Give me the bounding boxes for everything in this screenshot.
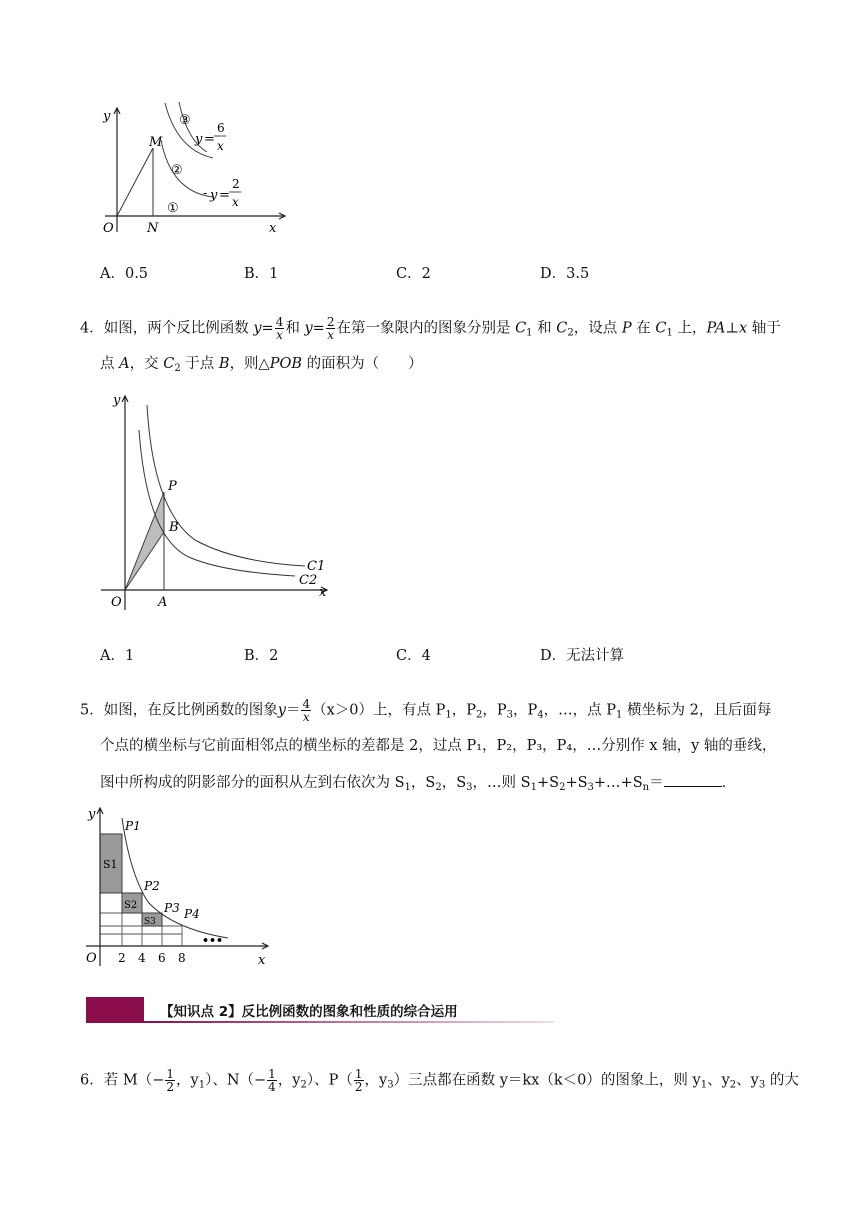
q4-option-c: C．4 — [396, 648, 431, 664]
q5-ellipsis: ••• — [202, 934, 224, 947]
q5-x-label: x — [258, 953, 266, 968]
q5-line2: 个点的横坐标与它前面相邻点的横坐标的差都是 2，过点 P₁，P₂，P₃，P₄，…分别作 x 轴，y 轴的垂线， — [100, 738, 777, 754]
q3-region-3: ③ — [179, 113, 191, 128]
section-title: 【知识点 2】反比例函数的图象和性质的综合运用 — [160, 1004, 458, 1020]
q4-number: 4． — [80, 320, 104, 337]
q3-figure — [95, 100, 295, 240]
q3-option-b: B．1 — [244, 266, 279, 282]
q4-option-a: A．1 — [100, 648, 135, 664]
q3-option-d: D．3.5 — [540, 266, 590, 282]
svg-text:x: x — [217, 139, 224, 153]
banner-accent-block — [86, 997, 144, 1023]
q3-curve-2-label — [203, 177, 241, 209]
q4-line1: 4．如图，两个反比例函数 y= $\frac{4}{x}$ 和 y= $\frac{2}{x}$ 在第一象限内的图象分别是 $C_1$ 和 $C_2$，设点 P 在 $C_1$ 上，PA⊥x 轴于 — [80, 315, 781, 342]
q4-point-p: P — [168, 479, 177, 494]
q5-line3: 图中所构成的阴影部分的面积从左到右依次为 $S_1$，$S_2$，$S_3$，…则 $S_1+S_2+S_3+\dots+S_n=$ ． — [100, 772, 736, 798]
q5-figure — [78, 804, 278, 972]
q5-line1: 5．如图，在反比例函数的图象y＝ $\frac{4}{x}$ （x＞0）上，有点 $P_1$，$P_2$，$P_3$，$P_4$，…，点 $P_1$ 横坐标为 2，且后面每 — [80, 697, 772, 724]
q5-number: 5． — [80, 702, 104, 719]
q5-label-p1: P1 — [125, 819, 141, 833]
svg-text:y: y — [210, 188, 218, 203]
q5-tick-4: 4 — [138, 951, 146, 965]
q3-region-2: ② — [171, 163, 183, 178]
q5-label-p3: P3 — [164, 901, 180, 915]
q5-tick-8: 8 — [178, 951, 186, 965]
q4-point-b: B — [169, 520, 179, 535]
q3-origin: O — [103, 221, 114, 236]
q3-y-label: y — [103, 109, 111, 124]
q6-number: 6． — [80, 1072, 104, 1089]
q4-option-d: D．无法计算 — [540, 648, 625, 664]
q4-figure — [95, 390, 340, 615]
banner-underline — [144, 1021, 554, 1023]
q3-option-a: A．0.5 — [100, 266, 149, 282]
q5-label-p2: P2 — [144, 879, 160, 893]
svg-text:x: x — [232, 195, 239, 209]
q5-tick-2: 2 — [118, 951, 126, 965]
section-banner — [86, 997, 466, 1023]
q5-label-p4: P4 — [184, 907, 200, 921]
q4-line2: 点 A，交 $C_2$ 于点 B，则△POB 的面积为（ ） — [100, 356, 423, 374]
svg-text:6: 6 — [217, 121, 225, 135]
svg-text:=: = — [219, 188, 230, 203]
q3-region-1: ① — [167, 201, 179, 216]
q5-y-label: y — [88, 807, 96, 822]
q5-label-s2: S2 — [124, 900, 138, 911]
q5-label-s3: S3 — [144, 917, 156, 927]
svg-text:2: 2 — [232, 177, 240, 191]
svg-text:y: y — [195, 132, 203, 147]
q4-curve-c1: C1 — [307, 559, 326, 574]
q3-option-c: C．2 — [396, 266, 431, 282]
q4-origin: O — [111, 595, 122, 610]
q3-x-label: x — [269, 221, 277, 236]
q6-line1: 6．若 M（− $\frac{1}{2}$ ，$y_1$）、N（− $\frac{1}{4}$ ，$y_2$）、P（ $\frac{1}{2}$ ，$y_3$）三点都在函数 y＝kx（k＜0）的图象上，则 $y_1$、$y_2$、$y_3$ 的大 — [80, 1067, 799, 1094]
q5-origin: O — [86, 951, 97, 966]
q4-option-b: B．2 — [244, 648, 279, 664]
q3-curve-6-label — [194, 121, 226, 153]
q3-point-n: N — [147, 221, 159, 236]
q4-x-label: x — [319, 585, 327, 600]
q3-point-m: M — [149, 135, 163, 150]
q5-answer-blank[interactable] — [664, 772, 722, 787]
q4-curve-c2: C2 — [299, 573, 318, 588]
q4-point-a: A — [158, 595, 168, 610]
svg-text:-: - — [203, 186, 208, 201]
q4-y-label: y — [113, 393, 121, 408]
svg-text:=: = — [204, 132, 215, 147]
q5-label-s1: S1 — [103, 858, 118, 871]
q5-tick-6: 6 — [158, 951, 166, 965]
